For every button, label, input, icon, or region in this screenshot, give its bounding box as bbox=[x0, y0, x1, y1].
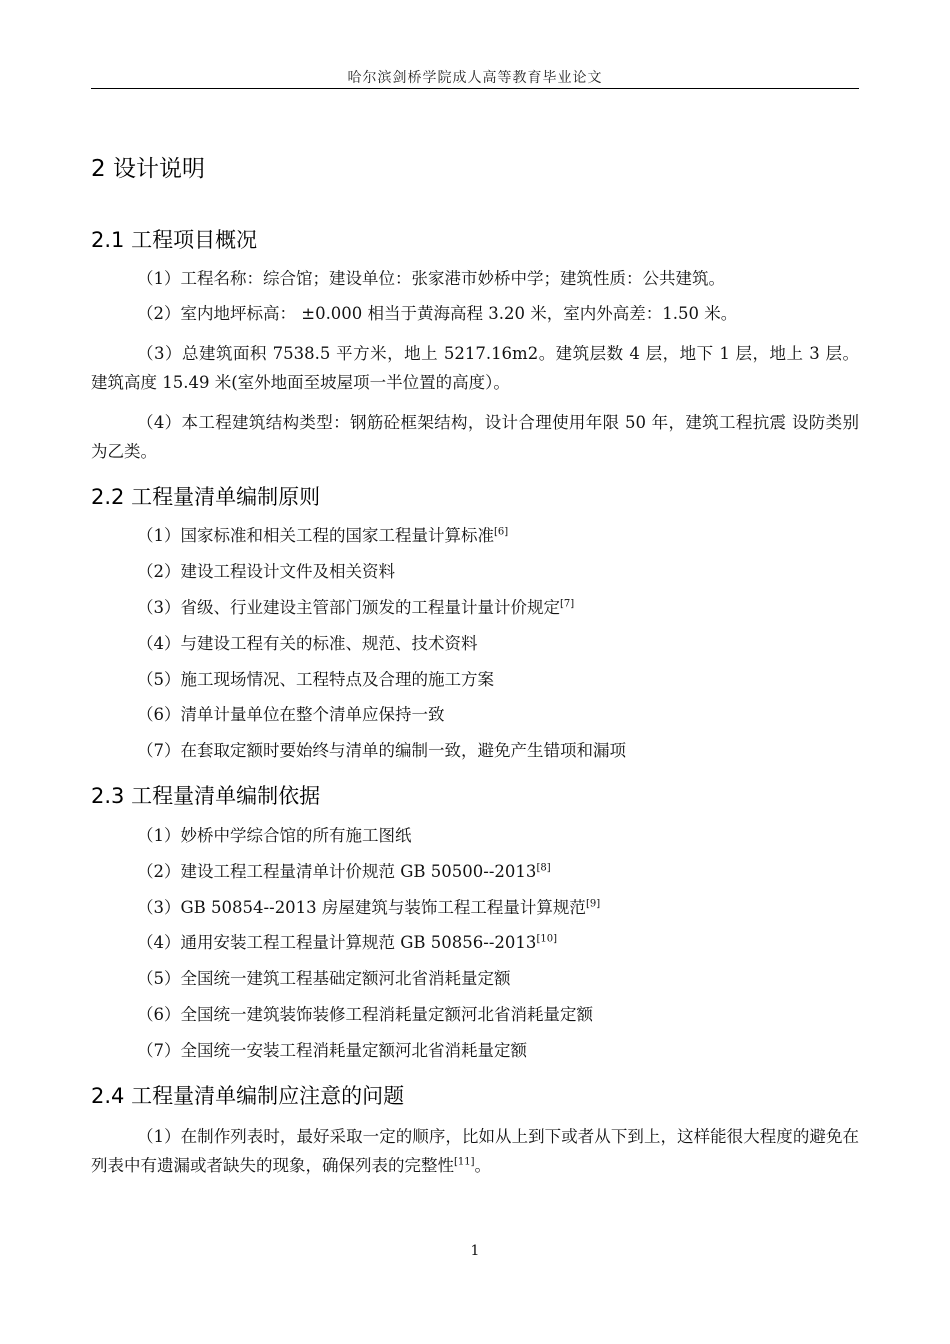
chapter-title: 2 设计说明 bbox=[91, 156, 205, 182]
list-item: （7）在套取定额时要始终与清单的编制一致，避免产生错项和漏项 bbox=[137, 741, 626, 760]
list-item: （5）全国统一建筑工程基础定额河北省消耗量定额 bbox=[137, 969, 511, 988]
list-item: （7）全国统一安装工程消耗量定额河北省消耗量定额 bbox=[137, 1041, 527, 1060]
paragraph: （2）室内地坪标高： ±0.000 相当于黄海高程 3.20 米，室内外高差：1.50 米。 bbox=[137, 304, 738, 323]
list-item: （2）建设工程工程量清单计价规范 GB 50500--2013[8] bbox=[137, 862, 551, 881]
paragraph: （1）在制作列表时，最好采取一定的顺序，比如从上到下或者从下到上，这样能很大程度的避免在列表中有遗漏或者缺失的现象，确保列表的完整性[11]。 bbox=[91, 1127, 859, 1175]
page-number: 1 bbox=[470, 1243, 480, 1259]
list-item: （6）全国统一建筑装饰装修工程消耗量定额河北省消耗量定额 bbox=[137, 1005, 593, 1024]
paragraph: （1）工程名称：综合馆；建设单位：张家港市妙桥中学；建筑性质：公共建筑。 bbox=[137, 269, 725, 288]
page-header: 哈尔滨剑桥学院成人高等教育毕业论文 bbox=[347, 70, 603, 86]
section-title-2-1: 2.1 工程项目概况 bbox=[91, 228, 258, 252]
header-rule bbox=[91, 88, 859, 89]
list-item: （3）省级、行业建设主管部门颁发的工程量计量计价规定[7] bbox=[137, 598, 575, 617]
list-item: （3）GB 50854--2013 房屋建筑与装饰工程工程量计算规范[9] bbox=[137, 898, 601, 917]
list-item: （4）通用安装工程工程量计算规范 GB 50856--2013[10] bbox=[137, 933, 557, 952]
section-title-2-4: 2.4 工程量清单编制应注意的问题 bbox=[91, 1084, 405, 1108]
list-item: （1）国家标准和相关工程的国家工程量计算标准[6] bbox=[137, 526, 509, 545]
list-item: （2）建设工程设计文件及相关资料 bbox=[137, 562, 395, 581]
list-item: （4）与建设工程有关的标准、规范、技术资料 bbox=[137, 634, 478, 653]
section-title-2-3: 2.3 工程量清单编制依据 bbox=[91, 784, 321, 808]
section-title-2-2: 2.2 工程量清单编制原则 bbox=[91, 485, 321, 509]
paragraph: （4）本工程建筑结构类型：钢筋砼框架结构，设计合理使用年限 50 年，建筑工程抗震 设防类别为乙类。 bbox=[91, 413, 859, 461]
list-item: （5）施工现场情况、工程特点及合理的施工方案 bbox=[137, 670, 494, 689]
paragraph: （3）总建筑面积 7538.5 平方米，地上 5217.16m2。建筑层数 4 层，地下 1 层，地上 3 层。 建筑高度 15.49 米(室外地面至坡屋项一半位置的高度）。 bbox=[91, 344, 859, 392]
list-item: （6）清单计量单位在整个清单应保持一致 bbox=[137, 705, 445, 724]
list-item: （1）妙桥中学综合馆的所有施工图纸 bbox=[137, 826, 412, 845]
